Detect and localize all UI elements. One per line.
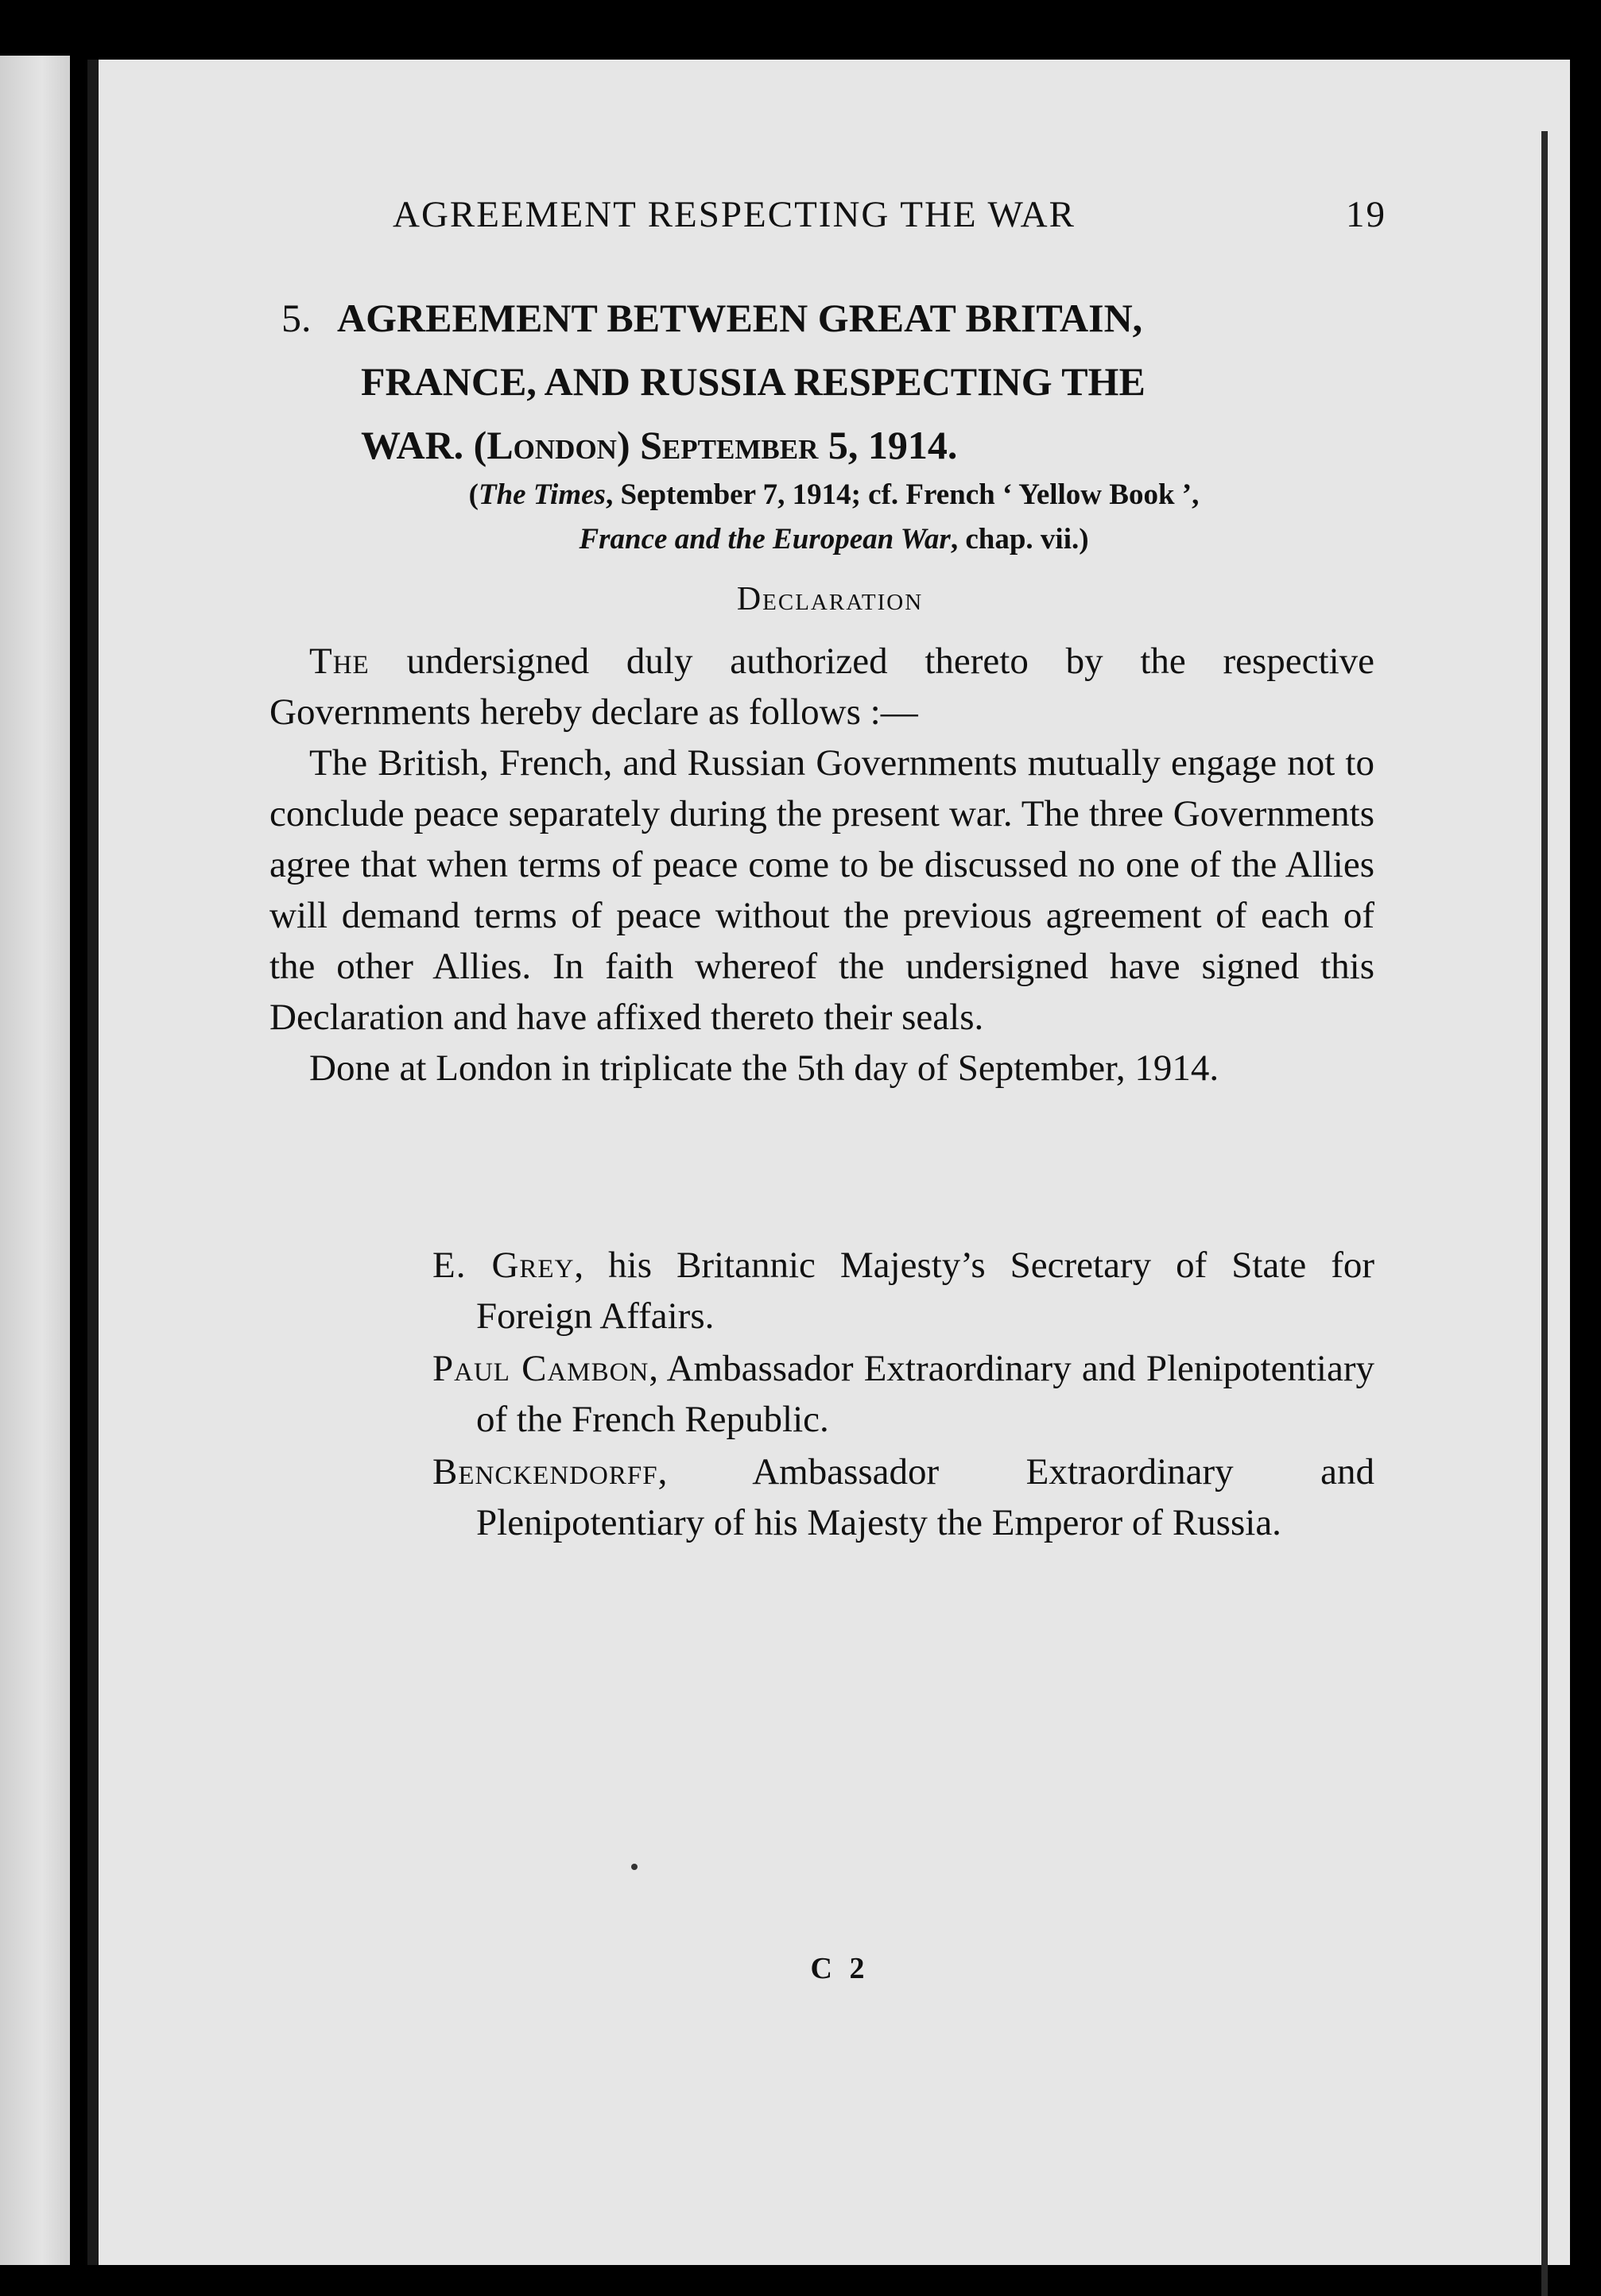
signatory-name: E. Grey [432, 1245, 575, 1286]
paragraph-2: The British, French, and Russian Governments mutually engage not to conclude peace separately during the present war. The three Governments agree that when terms of peace come to be discussed no one of the Allies will demand terms of peace without the previous agreement of each of the other Allies. In faith whereof the undersigned have signed this Declaration and have affixed thereto their seals. [269, 742, 1374, 1038]
signatory-name: Benckendorff [432, 1451, 658, 1493]
heading-month: September [640, 423, 819, 467]
heading-line-1: AGREEMENT BETWEEN GREAT BRITAIN, [337, 296, 1143, 340]
running-head-title: AGREEMENT RESPECTING THE WAR [393, 194, 1076, 235]
signatory-grey [432, 1240, 1374, 1342]
page-number: 19 [1346, 194, 1386, 235]
heading-line-2: FRANCE, AND RUSSIA RESPECTING THE [361, 359, 1146, 404]
source-title-2: France and the European War [579, 523, 951, 556]
signatory-cambon [432, 1343, 1374, 1445]
book-page [87, 60, 1570, 2265]
heading-line-3-end: 5, 1914. [818, 423, 958, 467]
source-text-1: , September 7, 1914; cf. French ‘ Yellow Book ’, [605, 478, 1200, 511]
source-title-1: The Times [478, 478, 606, 511]
heading-place: London [487, 423, 617, 467]
facing-page-edge [0, 56, 70, 2265]
signatory-title: , Ambassador Extraordinary and Plenipotentiary of his Majesty the Emperor of Russia. [476, 1451, 1374, 1543]
running-head [393, 193, 1386, 236]
source-text-2: , chap. vii.) [950, 523, 1089, 556]
heading-line-3-start: WAR. ( [361, 423, 487, 467]
printer-signature-mark: C 2 [810, 1952, 870, 1985]
heading-line-3-mid: ) [616, 423, 641, 467]
source-open-paren: ( [468, 478, 479, 511]
signatory-title: , his Britannic Majesty’s Secretary of State for Foreign Affairs. [476, 1245, 1375, 1337]
speck [631, 1864, 638, 1870]
signatory-name: Paul Cambon [432, 1348, 649, 1389]
signatory-benckendorff [432, 1446, 1374, 1548]
heading-line-3 [281, 413, 1378, 477]
page-content [99, 60, 1581, 2265]
signatories [432, 1240, 1374, 1550]
section-heading [281, 286, 1378, 477]
declaration-title: Declaration [736, 581, 924, 618]
paragraph-1-text: undersigned duly authorized thereto by the respective Governments hereby declare as follows :— [269, 641, 1374, 733]
paragraph-3: Done at London in triplicate the 5th day of September, 1914. [309, 1047, 1219, 1089]
declaration-body [269, 636, 1374, 1094]
section-number: 5. [281, 296, 312, 340]
source-citation [337, 473, 1331, 562]
signatory-title: , Ambassador Extraordinary and Plenipotentiary of the French Republic. [476, 1348, 1374, 1440]
paragraph-1 [269, 636, 1374, 738]
paragraph-1-lead: The [309, 641, 370, 682]
